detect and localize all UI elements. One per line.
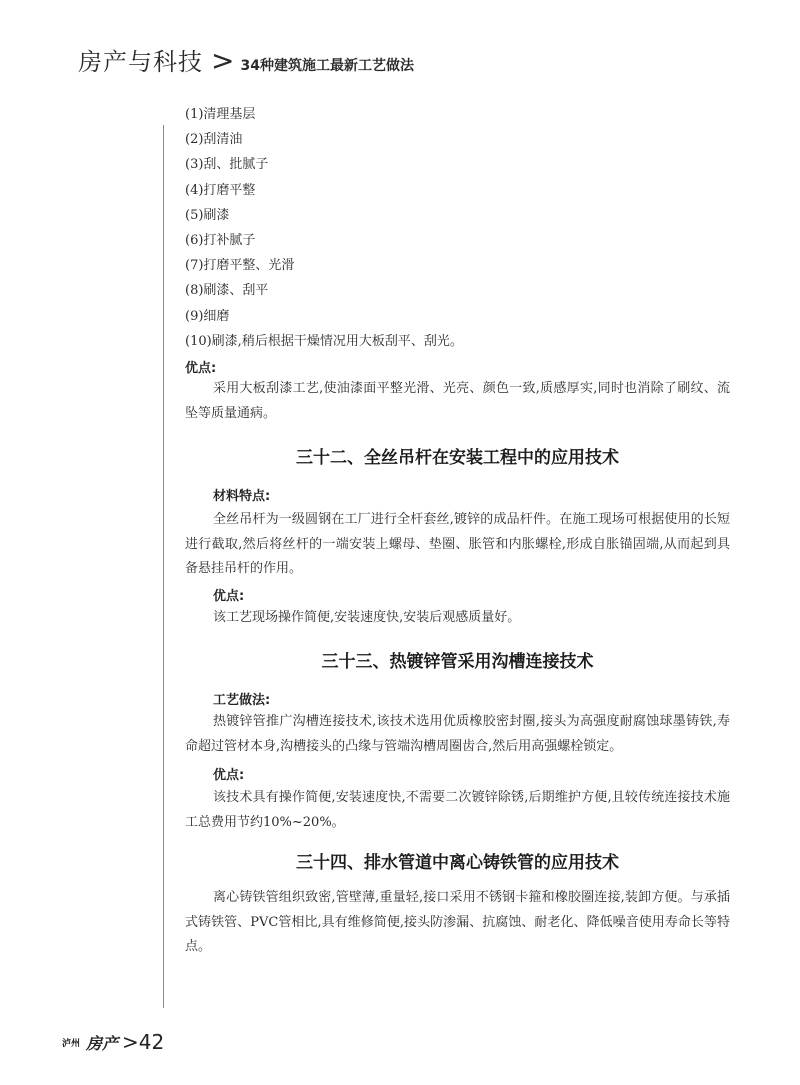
list-item: (9)细磨: [185, 308, 230, 324]
list-item: (10)刷漆,稍后根据干燥情况用大板刮平、刮光。: [185, 333, 463, 349]
page-number: 42: [138, 1030, 165, 1054]
advantage-label: 优点:: [185, 361, 217, 376]
footer-logo: 泸州: [62, 1038, 81, 1049]
advantage-paragraph: 采用大板刮漆工艺,使油漆面平整光滑、光亮、颜色一致,质感厚实,同时也消除了刷纹、流坠等质量通病。: [185, 381, 730, 421]
body-paragraph: 离心铸铁管组织致密,管壁薄,重量轻,接口采用不锈钢卡箍和橡胶圈连接,装卸方便。与承插式铸铁管、PVC管相比,具有维修简便,接头防渗漏、抗腐蚀、耐老化、降低噪音使用寿命长等特点。: [185, 890, 730, 954]
material-paragraph: 全丝吊杆为一级圆钢在工厂进行全杆套丝,镀锌的成品杆件。在施工现场可根据使用的长短进行截取,然后将丝杆的一端安装上螺母、垫圈、胀管和内胀螺栓,形成自胀锚固端,从而起到具备悬挂吊杆的作用。: [185, 512, 730, 576]
section-heading-32: 三十二、全丝吊杆在安装工程中的应用技术: [296, 448, 619, 468]
list-item: (1)清理基层: [185, 107, 256, 122]
section-title: 房产与科技: [78, 48, 203, 76]
margin-rule: [163, 125, 164, 1008]
material-label: 材料特点:: [213, 489, 271, 504]
list-item: (8)刷漆、刮平: [185, 283, 269, 299]
method-label: 工艺做法:: [213, 693, 271, 708]
list-item: (4)打磨平整: [185, 182, 256, 198]
list-item: (3)刮、批腻子: [185, 157, 269, 173]
page-header: [78, 42, 414, 82]
section-heading-34: 三十四、排水管道中离心铸铁管的应用技术: [296, 853, 619, 873]
list-item: (6)打补腻子: [185, 233, 256, 249]
list-item: (7)打磨平整、光滑: [185, 258, 295, 274]
advantage-label: 优点:: [213, 768, 245, 783]
method-paragraph: 热镀锌管推广沟槽连接技术,该技术选用优质橡胶密封圈,接头为高强度耐腐蚀球墨铸铁,寿命超过管材本身,沟槽接头的凸缘与管端沟槽周圈齿合,然后用高强螺栓锁定。: [185, 714, 730, 754]
advantage-paragraph: 该工艺现场操作简便,安装速度快,安装后观感质量好。: [213, 610, 521, 625]
process-steps-list: [185, 102, 463, 354]
advantage-paragraph: 该技术具有操作简便,安装速度快,不需要二次镀锌除锈,后期维护方便,且较传统连接技术施工总费用节约10%~20%。: [185, 790, 730, 830]
list-item: (2)刮清油: [185, 132, 243, 148]
list-item: (5)刷漆: [185, 207, 230, 223]
chevron-right-icon: >: [211, 44, 235, 77]
page-prefix: >: [122, 1030, 139, 1054]
page-footer: [62, 1030, 164, 1054]
section-heading-33: 三十三、热镀锌管采用沟槽连接技术: [321, 652, 594, 672]
advantage-label: 优点:: [213, 589, 245, 604]
magazine-logo: 房产: [86, 1033, 119, 1053]
article-title: 34种建筑施工最新工艺做法: [240, 58, 414, 74]
